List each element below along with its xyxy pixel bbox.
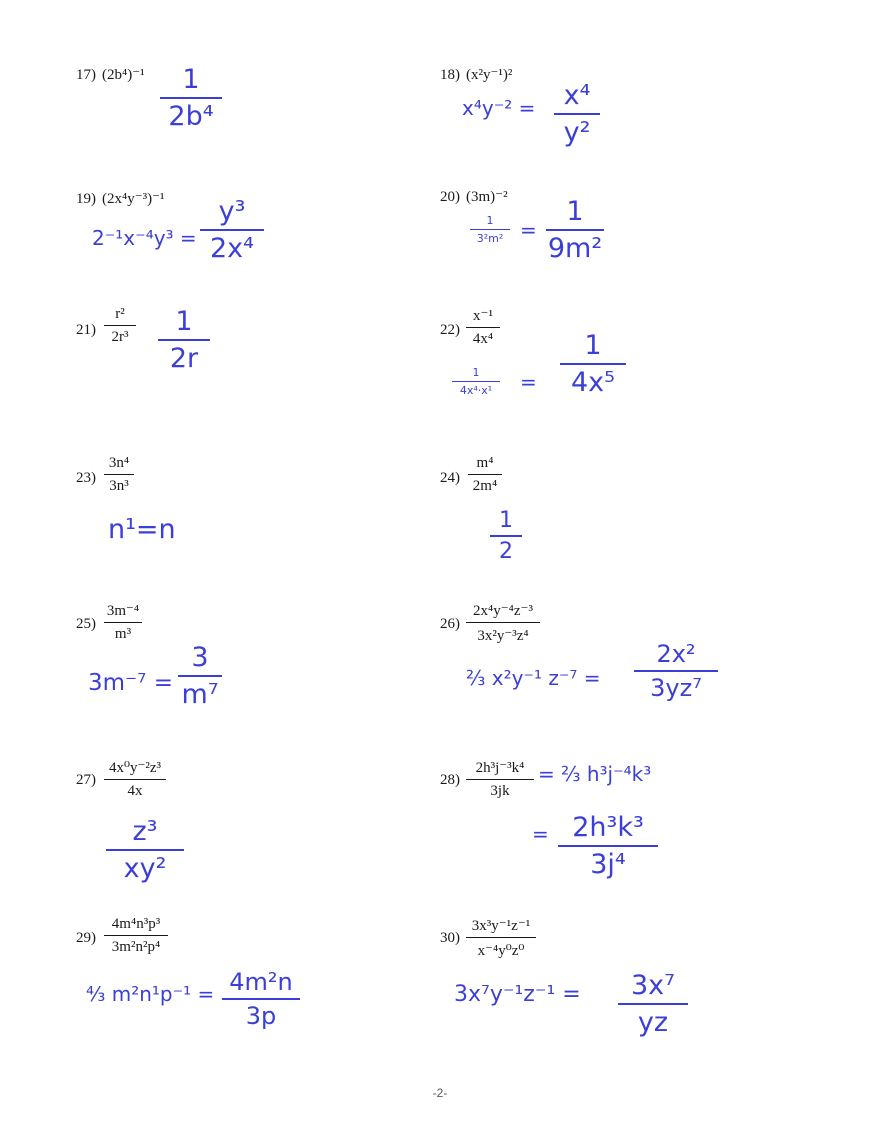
answer-denominator: 2r [158,339,210,374]
work-22-fraction [452,366,500,397]
answer-27 [106,816,184,884]
fraction-numerator: 2x⁴y⁻⁴z⁻³ [473,603,533,619]
answer-numerator: 1 [499,508,513,533]
fraction-denominator: 2r³ [104,325,136,346]
problem-fraction-30 [466,916,536,960]
problem-number-23: 23) [76,470,96,486]
answer-18 [554,80,600,148]
answer-denominator: m⁷ [178,675,222,710]
work-28-equals: = [532,822,549,846]
answer-21 [158,306,210,374]
problem-fraction-23 [104,455,134,495]
answer-numerator: 4m²n [229,968,293,996]
problem-19 [76,192,165,207]
problem-number-25: 25) [76,616,96,632]
work-25: 3m⁻⁷ = [88,670,173,696]
work-20-fraction [470,214,510,245]
fraction-numerator: 4m⁴n³p³ [111,916,161,932]
work-29: ⁴⁄₃ m²n¹p⁻¹ = [86,982,215,1006]
answer-numerator: 3 [191,642,209,673]
problem-fraction-24 [468,455,502,495]
answer-22 [560,330,626,398]
fraction-numerator: r² [115,306,125,322]
problem-17 [76,68,145,83]
problem-expression: (3m)⁻² [466,189,508,205]
problem-fraction-27 [104,758,166,800]
work-numerator: 1 [486,214,494,227]
answer-denominator: xy² [106,849,184,884]
fraction-denominator: 3n³ [104,474,134,495]
problem-number: 19) [76,191,96,207]
fraction-denominator: 3m²n²p⁴ [104,935,168,956]
fraction-numerator: 3x³y⁻¹z⁻¹ [471,918,531,934]
fraction-numerator: 4x⁰y⁻²z³ [108,760,162,776]
work-26: ⅔ x²y⁻¹ z⁻⁷ = [466,666,601,690]
fraction-denominator: 2m⁴ [468,474,502,495]
answer-numerator: y³ [218,196,246,227]
work-18: x⁴y⁻² = [462,96,536,120]
problem-number-27: 27) [76,772,96,788]
problem-number-24: 24) [440,470,460,486]
answer-28 [558,812,658,880]
problem-expression: (2x⁴y⁻³)⁻¹ [102,191,165,207]
work-23: n¹=n [108,514,176,545]
work-30: 3x⁷y⁻¹z⁻¹ = [454,982,581,1007]
answer-25 [178,642,222,710]
problem-fraction-29 [104,916,168,956]
answer-denominator: 4x⁵ [560,363,626,398]
answer-numerator: 2h³k³ [572,812,644,843]
answer-denominator: 3p [222,998,300,1030]
problem-number-29: 29) [76,930,96,946]
problem-20 [440,190,508,205]
answer-numerator: z³ [132,816,158,847]
answer-denominator: 3j⁴ [558,845,658,880]
answer-numerator: 1 [566,196,584,227]
problem-18 [440,68,512,83]
answer-numerator: 1 [584,330,602,361]
problem-fraction-21 [104,306,136,346]
fraction-denominator: 3jk [466,779,534,800]
work-28: = ⅔ h³j⁻⁴k³ [538,762,652,786]
fraction-denominator: 4x⁴ [466,327,500,348]
problem-number: 17) [76,67,96,83]
problem-fraction-22 [466,306,500,348]
problem-number: 20) [440,189,460,205]
problem-number-22: 22) [440,322,460,338]
answer-denominator: 3yz⁷ [634,670,718,702]
problem-number-21: 21) [76,322,96,338]
answer-numerator: 2x² [656,640,696,668]
answer-denominator: 2x⁴ [200,229,264,264]
problem-expression: (x²y⁻¹)² [466,67,513,83]
work-20-equals: = [520,218,537,242]
problem-fraction-26 [466,601,540,645]
answer-numerator: 1 [175,306,193,337]
fraction-numerator: 3m⁻⁴ [106,603,140,619]
work-numerator: 1 [472,366,480,379]
work-denominator: 4x⁴·x¹ [452,381,500,397]
problem-number-26: 26) [440,616,460,632]
fraction-denominator: 3x²y⁻³z⁴ [466,622,540,645]
fraction-denominator: m³ [104,622,142,643]
answer-24 [490,508,522,564]
work-denominator: 3²m² [470,229,510,245]
answer-numerator: 1 [182,64,200,95]
problem-number: 18) [440,67,460,83]
fraction-denominator: x⁻⁴y⁰z⁰ [466,937,536,960]
answer-denominator: 2b⁴ [160,97,222,132]
answer-denominator: 2 [490,535,522,564]
answer-30 [618,970,688,1038]
answer-29 [222,968,300,1030]
fraction-denominator: 4x [104,779,166,800]
answer-17 [160,64,222,132]
problem-number-28: 28) [440,772,460,788]
answer-denominator: 9m² [546,229,604,264]
answer-20 [546,196,604,264]
answer-denominator: y² [554,113,600,148]
problem-fraction-25 [104,601,142,643]
answer-26 [634,640,718,702]
page-number: -2- [432,1086,448,1100]
fraction-numerator: x⁻¹ [473,308,493,324]
fraction-numerator: m⁴ [476,455,494,471]
fraction-numerator: 2h³j⁻³k⁴ [475,760,525,776]
answer-19 [200,196,264,264]
answer-numerator: 3x⁷ [631,970,675,1001]
problem-expression: (2b⁴)⁻¹ [102,67,145,83]
answer-numerator: x⁴ [563,80,591,111]
answer-denominator: yz [618,1003,688,1038]
problem-fraction-28 [466,758,534,800]
work-19: 2⁻¹x⁻⁴y³ = [92,226,197,250]
fraction-numerator: 3n⁴ [108,455,130,471]
work-22-equals: = [520,370,537,394]
problem-number-30: 30) [440,930,460,946]
